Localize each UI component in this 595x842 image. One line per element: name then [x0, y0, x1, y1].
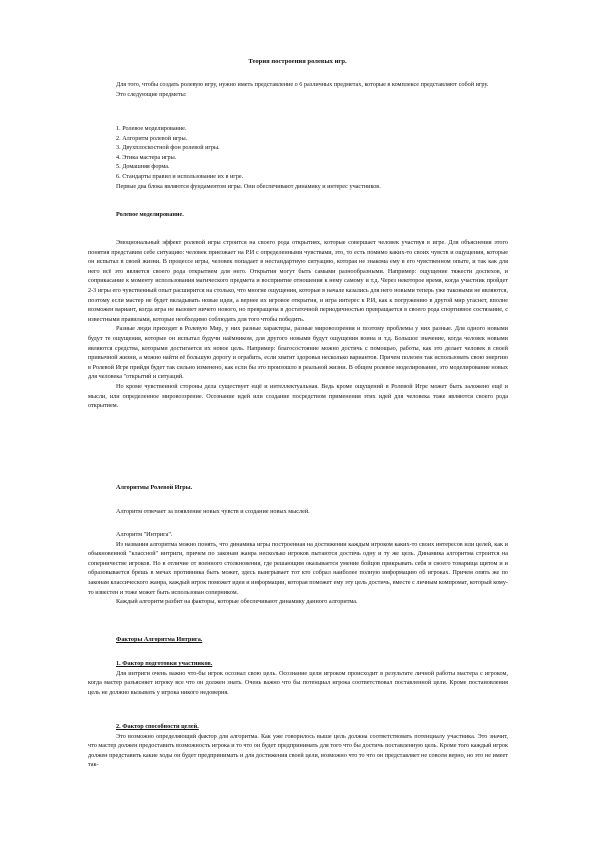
factor-2-heading-wrap	[88, 722, 508, 732]
subject-list-block	[88, 124, 508, 191]
paragraph: Это возможно определяющий фактор для алгоритма. Как уже говорилось выше цель должна соответствовать потенциалу участника. Это значит, что мастер должен предоставить возможность игрока и то что он будет предпринимать для того что бы достичь поставленную цель. Кроме того каждый игрок должен представить какие ходы он будет предпринимать и для достижения своей цели, возможно что то что он представляет не совсем верно, но это не имеет так-	[88, 732, 508, 769]
list-item: 3. Двухплоскостной фон ролевой игры.	[116, 144, 220, 152]
page-title: Теория построения ролевых игр.	[248, 58, 347, 65]
paragraph: Для интриги очень важно что-бы игрок осознал свою цель. Осознание цели игроком происходит в результате личной работы мастера с игроком, когда мастер разъясняет игроку все что он должен знать. Очень важно что бы потенциал игрока соответствовал поставленной цели. Кроме постановления цель не должно вызывать у игрока никого недоверия.	[88, 669, 508, 696]
factor-heading: 2. Фактор способности целей.	[116, 723, 199, 730]
subject-list	[88, 124, 508, 182]
factor-heading: 1. Фактор подготовки участников.	[116, 660, 213, 667]
intro-block	[88, 80, 508, 99]
section-algorithms-body	[88, 507, 508, 517]
list-item: 6. Стандарты правил и использование их в игре.	[116, 172, 244, 180]
section-factors	[88, 635, 508, 645]
list-item: 1. Ролевое моделирование.	[116, 125, 187, 132]
factor-1-heading-wrap	[88, 659, 508, 669]
intro-list-lead: Это следующие предметы:	[116, 90, 187, 98]
subsection-heading: Алгоритм "Интрига".	[116, 531, 173, 538]
factors-heading-wrap	[88, 635, 508, 645]
paragraph: Алгоритм отвечает за появление новых чувств и создание новых мыслей.	[116, 508, 310, 515]
list-summary: Первые два блока являются фундаментом игры. Они обеспечивают динамику и интерес участников.	[116, 182, 381, 190]
factors-heading: Факторы Алгоритма Интрига.	[116, 636, 203, 643]
section-algorithms	[88, 483, 508, 493]
paragraph: Из названия алгоритма можно понять, что динамика игры построенная на достижении каждым игроком каких-то своих интересов или целей, как и обыкновенной "классной" интриги, причем по законам жанра несколько игроков пытаются достичь одну и ту же цель. Динамика алгоритма строится на соперничестве игроков. Но в отличие от военного столкновения, где решающим оказывается умение бойцов прикрывать себя и своего товарища щитом и и образовывается брешь в мечах противника быть может, здесь выигрывает тот кто собрал наиболее полную информацию об игроках. Причем опять же по законам классического жанра, каждый игрок поможет идеи и информации, которая поможет ему эту цель достичь, вместе с личным компромат, который кому-то известен и тоже может быть использован соперником.	[88, 540, 508, 596]
factor-2	[88, 722, 508, 770]
paragraph: Но кроме чувственной стороны дела существует ещё и интеллектуальная. Ведь кроме ощущений в Ролевой Игре может быть заложено ещё и мысли, или определенное мировоззрение. Осознание идей или создание посредством применения этих идей для человека тоже являются своего рода открытием.	[88, 382, 508, 410]
list-item: 5. Домашняя форма.	[116, 163, 170, 171]
section-heading: Алгоритмы Ролевой Игры.	[116, 484, 193, 491]
factor-1	[88, 659, 508, 697]
paragraph: Эмоциональный эффект ролевой игры строится на своего рода открытиях, которые совершает человек участвуя в игре. Для объяснения этого понятия представим себе ситуацию: человек приезжает на Р.И с определенными чувствами, это, то есть помимо каких-то своих чувств и ощущения, которые он испытал в своей жизни. В процессе игры, человек попадает в нестандартную ситуацию, которая не знакома ему в его чувственном опыте, и так как для него всё это является своего рода открытием для него. Открытия могут быть самыми разнообразными. Например: ощущение тяжести доспехов, и соприкасание к моменту использования магического предмета и восприятие отношения к нему самому и т.д. Через некоторое время, когда участник пройдет 2-3 игры его чувственный опыт расширится на столько, что многие ощущения, которые в начале казались для него новыми теперь уже таковыми не являются, поэтому если мастер не будет вкладывать новые идеи, а вернее их игровое открытия, и игра интерес к Р.И, как к погружению в другой мир угаснет, вполне возможен вариант, когда игра не вызовет ничего нового, но превращена в достаточной периодичностью превращается в своего рода спортивное состязание, с известными правилами, которые необходимо соблюдать для того чтобы победить.	[88, 239, 508, 323]
list-item: 2. Алгоритм ролевой игры.	[116, 134, 188, 142]
section-role-modeling-body	[88, 238, 508, 411]
paragraph: Каждый алгоритм разбит на факторы, которые обеспечивают динамику данного алгоритма.	[116, 598, 358, 606]
paragraph: Разные люди приходят в Ролевую Мир, у них разные характеры, разные мировоззрения и поэтому проблемы у них разные. Для одного новыми будут те ощущения, которые он испытал будучи наёмником, для другого новыми будут ощущения воина и т.д. Большое значение, когда человек новыми являются средства, которыми достигается их новое цель. Например: благосостояние можно достичь с помощью, работы, как это делает человек в своей привычной жизни, а можно найти её большую дорогу и ограбить, если хватит здоровья несколько вариантов. Причем полезен так использовать свою энергию в Ролевой Игре прийдя будет так сильно изменено, как если бы это произошло в реальной жизни. В общем ролевое моделирование, это моделирование новых для человека "открытий и ситуаций.	[88, 325, 508, 381]
list-item: 4. Этика мастера игры.	[116, 153, 177, 161]
intro-paragraph: Для того, чтобы создать ролевую игру, нужно иметь представление о 6 различных предметах, которые в комплексе представляют собой игру.	[116, 81, 489, 88]
section-intrigue	[88, 530, 508, 607]
section-heading: Ролевое моделирование.	[116, 211, 184, 218]
section-role-modeling	[88, 210, 508, 220]
